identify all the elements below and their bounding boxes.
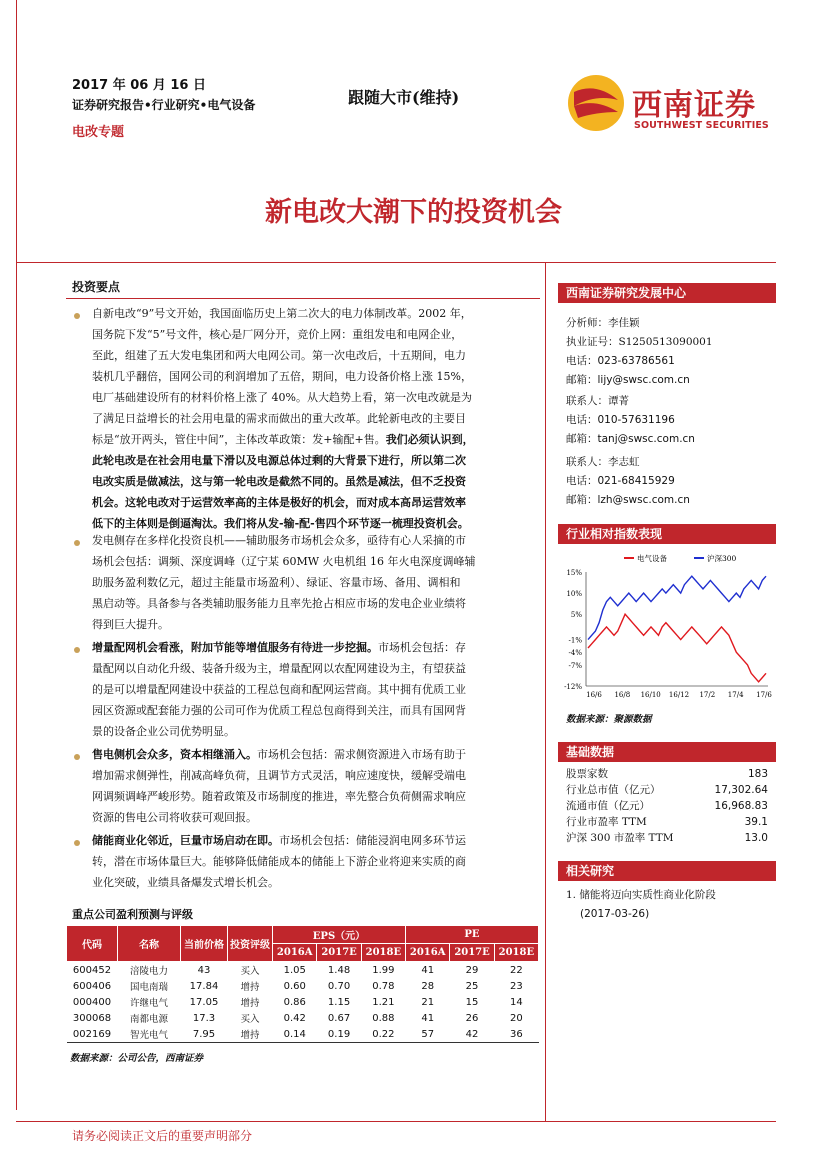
p2-line: 黑启动等。具备参与各类辅助服务能力且率先抢占相应市场的发电企业业绩将 [92, 597, 466, 610]
mail-label: 邮箱： [566, 374, 598, 386]
basic-data-list [566, 766, 768, 846]
chart-x-tick-label: 17/4 [727, 691, 744, 699]
p1-line: 至此，组建了五大发电集团和两大电网公司。第一次电改后，十五期间，电力 [92, 349, 466, 362]
chart-legend-label: 沪深300 [707, 554, 737, 563]
research-center-heading: 西南证券研究发展中心 [558, 283, 776, 303]
chart-x-tick-label: 16/8 [614, 691, 631, 699]
cell-price: 17.84 [189, 980, 219, 992]
p5-tail: 市场机会包括：储能浸润电网多环节运 [279, 834, 466, 847]
cell-eps: 0.88 [372, 1012, 395, 1024]
cell-eps: 0.70 [327, 980, 351, 992]
col-year: 2018E [494, 944, 538, 962]
column-divider [545, 262, 546, 1122]
p5-line: 业化突破，业绩具备爆发式增长机会。 [92, 876, 279, 889]
cell-name: 智光电气 [129, 1030, 168, 1041]
p3-line: 景的设备企业公司优势明显。 [92, 725, 235, 738]
industry-rating: 跟随大市(维持) [348, 88, 460, 107]
analyst-name: 分析师：李佳颖 [566, 317, 640, 329]
cell-rating: 买入 [240, 966, 260, 977]
chart-x-tick-label: 17/6 [756, 691, 772, 699]
chart-series-line [588, 614, 766, 682]
col-rating: 投资评级 [228, 926, 273, 962]
col-code: 代码 [67, 926, 118, 962]
basic-label: 沪深 300 市盈率 TTM [566, 832, 674, 844]
chart-y-tick-label: -1% [568, 636, 582, 645]
table-row [67, 1026, 539, 1043]
p3-line: 的是可以增量配网建设中获益的工程总包商和配网运营商。其中拥有优质工业 [92, 683, 466, 696]
basic-value: 13.0 [744, 832, 768, 844]
table-row [67, 994, 539, 1010]
col-name: 名称 [118, 926, 181, 962]
contact2-email[interactable]: lzh@swsc.com.cn [597, 494, 690, 506]
report-topic: 电改专题 [72, 125, 125, 140]
summary-paragraph-4 [92, 744, 538, 828]
cell-name: 许继电气 [129, 998, 168, 1009]
p3-line: 量配网以自动化升级、装备升级为主，增量配网以农配网建设为主，有望获益 [92, 662, 466, 675]
chart-x-tick-label: 16/10 [640, 691, 661, 699]
basic-data-heading: 基础数据 [558, 742, 776, 762]
table-row [67, 1010, 539, 1026]
p3-tail: 市场机会包括：存 [378, 641, 466, 654]
report-date: 2017 年 06 月 16 日 [72, 78, 206, 93]
p3-bold: 增量配网机会看涨，附加节能等增值服务有待进一步挖掘。 [92, 641, 378, 654]
cell-name: 涪陵电力 [129, 966, 168, 977]
cell-eps: 0.22 [372, 1028, 395, 1040]
cell-eps: 0.14 [283, 1028, 306, 1040]
cell-name: 南都电源 [129, 1014, 168, 1025]
summary-paragraph-2 [92, 530, 538, 635]
cell-eps: 0.42 [283, 1012, 306, 1024]
cell-code: 000400 [72, 996, 112, 1008]
bullet-icon [74, 840, 80, 846]
col-year: 2017E [450, 944, 494, 962]
cell-eps: 1.21 [372, 996, 395, 1008]
chart-y-tick-label: 5% [570, 611, 582, 620]
cell-pe: 42 [465, 1028, 479, 1040]
chart-x-tick-label: 16/12 [668, 691, 690, 699]
analyst-email[interactable]: lijy@swsc.com.cn [597, 374, 690, 386]
forecast-heading: 重点公司盈利预测与评级 [72, 908, 193, 921]
basic-row [566, 782, 768, 798]
contact1-tel: 010-57631196 [597, 414, 675, 426]
analyst-block [566, 314, 713, 390]
logo-english: SOUTHWEST SECURITIES [634, 120, 769, 131]
p4-line: 网调频调峰严峻形势。随着政策及市场制度的推进，率先整合负荷侧需求响应 [92, 790, 466, 803]
cell-pe: 15 [465, 996, 479, 1008]
basic-row [566, 814, 768, 830]
tel-label: 电话： [566, 414, 598, 426]
cell-eps: 1.05 [283, 964, 306, 976]
cell-eps: 0.19 [327, 1028, 351, 1040]
footer-rule [16, 1121, 776, 1122]
basic-value: 17,302.64 [714, 784, 768, 796]
summary-paragraph-5 [92, 830, 538, 893]
table-row [67, 978, 539, 994]
summary-paragraph-3 [92, 637, 538, 742]
cell-pe: 25 [465, 980, 479, 992]
basic-value: 16,968.83 [714, 800, 768, 812]
contact2-tel: 021-68415929 [597, 475, 675, 487]
cell-eps: 0.60 [283, 980, 306, 992]
cell-price: 17.05 [189, 996, 219, 1008]
mail-label: 邮箱： [566, 433, 598, 445]
cell-code: 300068 [72, 1012, 112, 1024]
chart-x-tick-label: 16/6 [586, 691, 602, 699]
cell-pe: 22 [509, 964, 523, 976]
p1-bold-tail: 我们必须认识到， [385, 433, 474, 446]
cell-pe: 23 [509, 980, 523, 992]
cell-pe: 57 [421, 1028, 435, 1040]
p1-line-mixed [92, 429, 538, 450]
report-title: 新电改大潮下的投资机会 [265, 197, 562, 228]
cell-price: 43 [197, 964, 211, 976]
p4-line: 增加需求侧弹性，削减高峰负荷，且调节方式灵活，响应速度快，缓解受端电 [92, 769, 466, 782]
company-logo-icon [566, 72, 626, 134]
contact1-name: 联系人：谭菁 [566, 395, 629, 407]
cell-name: 国电南瑞 [129, 982, 168, 993]
basic-label: 行业市盈率 TTM [566, 816, 647, 828]
chart-y-tick-label: -7% [568, 661, 582, 670]
cell-code: 600406 [72, 980, 112, 992]
summary-heading-rule [66, 298, 540, 299]
cell-rating: 增持 [240, 1030, 260, 1041]
cell-price: 17.3 [192, 1012, 216, 1024]
cell-pe: 36 [509, 1028, 523, 1040]
basic-row [566, 766, 768, 782]
tel-label: 电话： [566, 475, 598, 487]
chart-y-tick-label: 10% [566, 590, 582, 599]
cell-pe: 20 [509, 1012, 523, 1024]
p1-line: 了满足日益增长的社会用电量的需求而做出的重大改革。此轮新电改的主要目 [92, 412, 466, 425]
p1-line: 装机几乎翻倍，国网公司的利润增加了五倍，期间，电力设备价格上涨 15%， [92, 370, 472, 383]
analyst-cert: 执业证号：S1250513090001 [566, 336, 713, 348]
p2-line: 发电侧存在多样化投资良机——辅助服务市场机会众多，亟待有心人采摘的市 [92, 534, 466, 547]
report-type: 证券研究报告•行业研究•电气设备 [72, 98, 256, 112]
chart-legend-label: 电气设备 [637, 554, 667, 563]
logo-chinese: 西南证券 [632, 88, 756, 123]
chart-y-tick-label: -12% [564, 683, 582, 691]
p2-line: 助服务盈利数亿元，超过主能量市场盈利）、绿证、容量市场、备用、调相和 [92, 576, 461, 589]
p1-bold-line: 机会。这轮电改对于运营效率高的主体是极好的机会，而对成本高昂运营效率 [92, 496, 466, 509]
cell-rating: 买入 [240, 1014, 260, 1025]
chart-heading: 行业相对指数表现 [558, 524, 776, 544]
mail-label: 邮箱： [566, 494, 598, 506]
col-pe: PE [405, 926, 538, 944]
chart-series-line [588, 576, 766, 639]
basic-value: 39.1 [744, 816, 768, 828]
bullet-icon [74, 313, 80, 319]
p1-line: 电厂基础建设所有的材料价格上涨了 40%。从大趋势上看，第一次电改就是为 [92, 391, 472, 404]
cell-eps: 0.78 [372, 980, 395, 992]
col-year: 2018E [361, 944, 405, 962]
contact1-email[interactable]: tanj@swsc.com.cn [597, 433, 695, 445]
p5-bold: 储能商业化邻近，巨量市场启动在即。 [92, 834, 279, 847]
p1-bold-line: 低下的主体则是倒逼淘汰。我们将从发-输-配-售四个环节逐一梳理投资机会。 [92, 517, 469, 530]
chart-y-tick-label: 15% [566, 569, 582, 577]
summary-heading: 投资要点 [72, 280, 121, 294]
col-year: 2017E [317, 944, 361, 962]
p3-line: 园区资源或配套能力强的公司可作为优质工程总包商得到关注，而具有国网背 [92, 704, 466, 717]
cell-rating: 增持 [240, 982, 260, 993]
basic-row [566, 830, 768, 846]
basic-label: 股票家数 [566, 768, 608, 780]
bullet-icon [74, 647, 80, 653]
analyst-tel: 023-63786561 [597, 355, 675, 367]
related-date: (2017-03-26) [580, 908, 650, 920]
col-year: 2016A [273, 944, 317, 962]
forecast-source: 数据来源：公司公告，西南证券 [70, 1053, 204, 1064]
bullet-icon [74, 754, 80, 760]
contact2-name: 联系人：李志虹 [566, 456, 640, 468]
p4-bold: 售电侧机会众多，资本相继涌入。 [92, 748, 257, 761]
index-chart [556, 548, 776, 706]
cell-rating: 增持 [240, 998, 260, 1009]
basic-label: 行业总市值（亿元） [566, 784, 661, 796]
p4-tail: 市场机会包括：需求侧资源进入市场有助于 [257, 748, 466, 761]
chart-x-tick-label: 17/2 [699, 691, 716, 699]
p1-bold-line: 电改实质是做减法，这与第一轮电改是截然不同的。虽然是减法，但不乏投资 [92, 475, 466, 488]
summary-paragraph-1 [92, 303, 538, 534]
basic-value: 183 [747, 768, 768, 780]
p2-line: 场机会包括：调频、深度调峰（辽宁某 60MW 火电机组 16 年火电深度调峰辅 [92, 555, 476, 568]
col-price: 当前价格 [181, 926, 228, 962]
cell-code: 600452 [72, 964, 112, 976]
col-eps: EPS（元） [273, 926, 406, 944]
cell-pe: 41 [421, 1012, 435, 1024]
cell-price: 7.95 [192, 1028, 216, 1040]
p1-bold-line: 此轮电改是在社会用电量下滑以及电源总体过剩的大背景下进行，所以第二次 [92, 454, 466, 467]
p2-line: 得到巨大提升。 [92, 618, 169, 631]
table-row [67, 962, 539, 979]
page-left-rule [16, 0, 17, 1110]
p1-line-plain: 标是“放开两头，管住中间”，主体改革政策：发+输配+售。 [92, 433, 386, 446]
cell-eps: 0.86 [283, 996, 306, 1008]
cell-pe: 41 [421, 964, 435, 976]
p5-line: 转，潜在市场体量巨大。能够降低储能成本的储能上下游企业将迎来实质的商 [92, 855, 466, 868]
cell-code: 002169 [72, 1028, 112, 1040]
col-year: 2016A [405, 944, 449, 962]
bullet-icon [74, 540, 80, 546]
cell-pe: 28 [421, 980, 435, 992]
cell-eps: 1.48 [327, 964, 351, 976]
tel-label: 电话： [566, 355, 598, 367]
p1-line: 国务院下发“5”号文件，核心是厂网分开，竞价上网：重组发电和电网企业， [92, 328, 463, 341]
related-research-heading: 相关研究 [558, 861, 776, 881]
chart-y-tick-label: -4% [568, 649, 582, 658]
forecast-table [66, 925, 539, 1043]
cell-eps: 1.99 [372, 964, 395, 976]
related-title[interactable]: 1. 储能将迈向实质性商业化阶段 [566, 889, 716, 901]
p1-line: 自新电改“9”号文开始，我国面临历史上第二次大的电力体制改革。2002 年， [92, 307, 472, 320]
basic-label: 流通市值（亿元） [566, 800, 650, 812]
cell-pe: 14 [509, 996, 523, 1008]
cell-pe: 26 [465, 1012, 479, 1024]
cell-pe: 29 [465, 964, 479, 976]
title-divider [16, 262, 776, 263]
contact2-block [566, 453, 690, 510]
cell-pe: 21 [421, 996, 435, 1008]
related-research-item[interactable] [566, 886, 716, 924]
chart-source: 数据来源：聚源数据 [566, 714, 652, 725]
cell-eps: 0.67 [327, 1012, 351, 1024]
cell-eps: 1.15 [327, 996, 351, 1008]
basic-row [566, 798, 768, 814]
footer-disclaimer: 请务必阅读正文后的重要声明部分 [72, 1129, 253, 1143]
p4-line: 资源的售电公司将收获可观回报。 [92, 811, 257, 824]
contact1-block [566, 392, 695, 449]
